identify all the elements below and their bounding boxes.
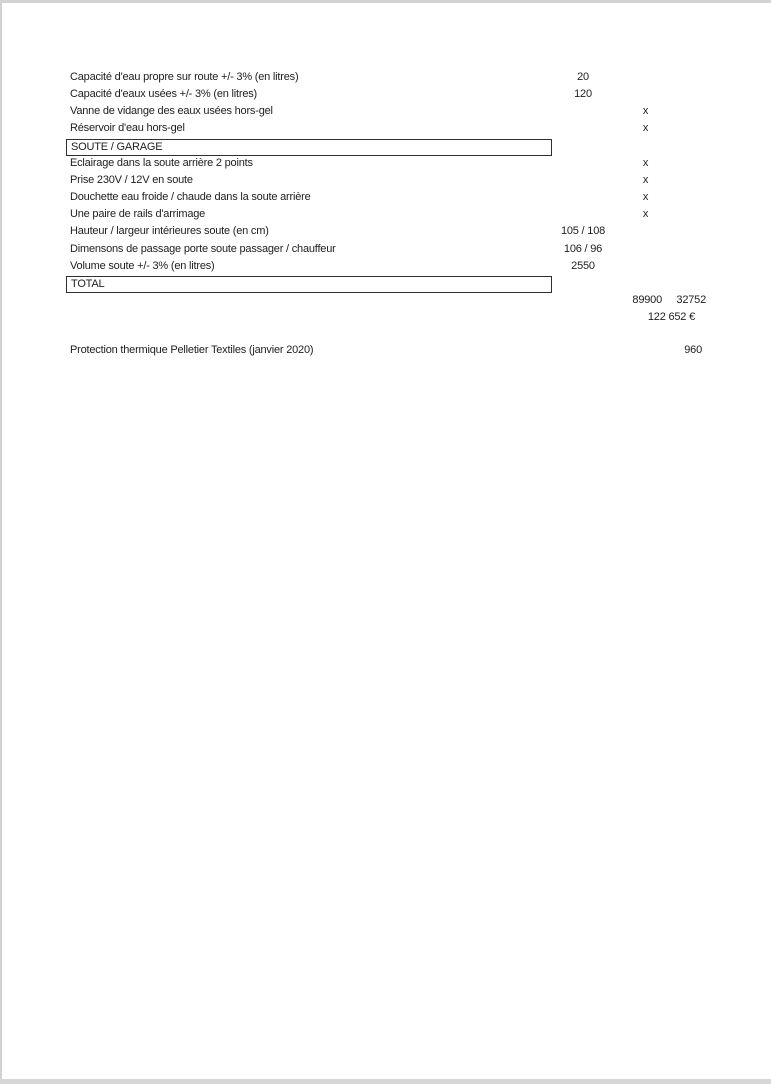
section-header-total: TOTAL [66,276,552,294]
spec-value: 20 [577,70,589,83]
spec-value: 105 / 108 [560,225,606,238]
spec-row [0,189,771,206]
page-edge-bottom [0,1079,771,1084]
spec-row [0,86,771,103]
spec-row [0,172,771,189]
footer-note-row [0,342,771,359]
check-mark: x [642,190,649,203]
spec-label: Capacité d'eau propre sur route +/- 3% (en litres) [70,70,299,83]
totals-row [0,292,771,309]
spec-row [0,258,771,275]
spec-value: 106 / 96 [563,242,603,255]
spec-value: 120 [574,87,592,100]
grand-total-row [0,309,771,326]
footer-note-value: 960 [684,343,702,356]
footer-note-label: Protection thermique Pelletier Textiles (janvier 2020) [70,343,314,356]
spec-label: Réservoir d'eau hors-gel [70,122,185,135]
spec-label: Capacité d'eaux usées +/- 3% (en litres) [70,87,258,100]
spec-row [0,241,771,258]
spec-label: Une paire de rails d'arrimage [70,208,206,221]
grand-total-value: 122 652 € [647,311,695,323]
spec-label: Douchette eau froide / chaude dans la soute arrière [70,190,311,203]
check-mark: x [642,122,649,135]
check-mark: x [642,173,649,186]
spec-row [0,206,771,223]
spec-row [0,103,771,120]
spec-label: Vanne de vidange des eaux usées hors-gel [70,104,273,117]
check-mark: x [642,208,649,221]
spec-row [0,155,771,172]
section-header-soute-garage: SOUTE / GARAGE [66,139,552,157]
spec-row [0,223,771,240]
spec-label: Dimensons de passage porte soute passager / chauffeur [70,242,336,255]
check-mark: x [642,156,649,169]
subtotal-value-1: 89900 [632,293,662,306]
subtotal-value-2: 32752 [676,293,706,306]
spec-row [0,120,771,137]
spec-label: Volume soute +/- 3% (en litres) [70,259,215,272]
check-mark: x [642,104,649,117]
page-edge-top [0,0,771,3]
spec-label: Hauteur / largeur intérieures soute (en cm) [70,225,269,238]
spec-label: Eclairage dans la soute arrière 2 points [70,156,253,169]
spec-value: 2550 [571,259,595,272]
spec-row [0,69,771,86]
spec-label: Prise 230V / 12V en soute [70,173,193,186]
